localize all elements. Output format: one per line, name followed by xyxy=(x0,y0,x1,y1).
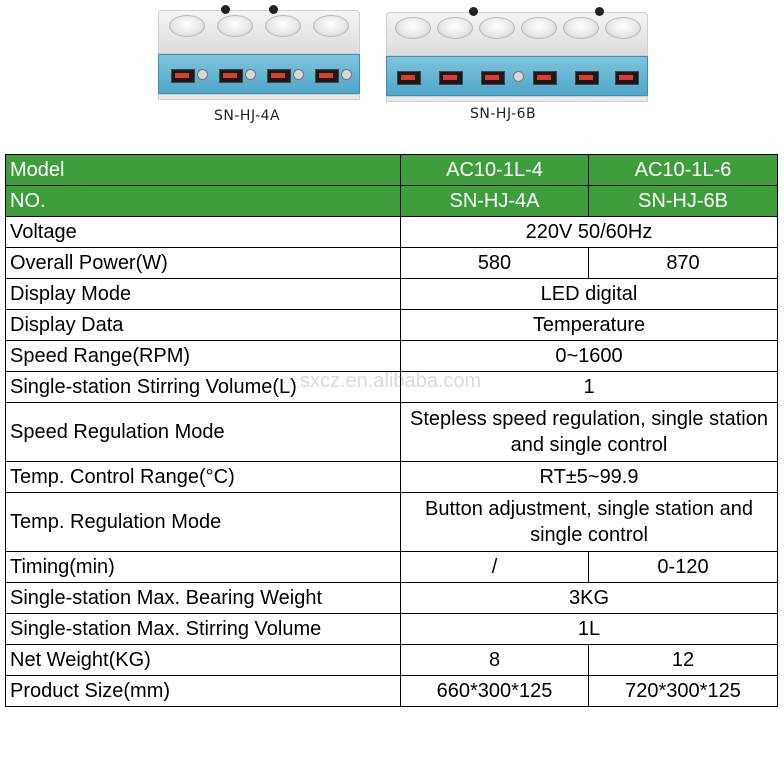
row-label: Voltage xyxy=(6,217,401,248)
table-row xyxy=(6,614,778,645)
dial-icon xyxy=(245,69,256,80)
table-row xyxy=(6,583,778,614)
stand-knob-icon xyxy=(595,7,604,16)
dial-icon xyxy=(341,69,352,80)
cell-value: 3KG xyxy=(401,583,778,614)
table-row xyxy=(6,217,778,248)
row-label: NO. xyxy=(6,186,401,217)
display-icon xyxy=(315,69,339,83)
hotplate-icon xyxy=(217,15,253,37)
cell-value: AC10-1L-4 xyxy=(401,155,589,186)
cell-value: 8 xyxy=(401,645,589,676)
table-row xyxy=(6,279,778,310)
hotplate-icon xyxy=(169,15,205,37)
table-row xyxy=(6,310,778,341)
cell-value: SN-HJ-4A xyxy=(401,186,589,217)
cell-value: 0-120 xyxy=(589,552,778,583)
hotplate-icon xyxy=(265,15,301,37)
product-images xyxy=(0,0,784,150)
cell-value: Button adjustment, single station and single control xyxy=(401,493,778,552)
display-icon xyxy=(171,69,195,83)
display-icon xyxy=(481,71,505,85)
stand-knob-icon xyxy=(269,5,278,14)
cell-value: 0~1600 xyxy=(401,341,778,372)
row-label: Timing(min) xyxy=(6,552,401,583)
dial-icon xyxy=(513,71,524,82)
hotplate-icon xyxy=(437,17,473,39)
row-label: Product Size(mm) xyxy=(6,676,401,707)
cell-value: Temperature xyxy=(401,310,778,341)
row-label: Speed Range(RPM) xyxy=(6,341,401,372)
hotplate-icon xyxy=(521,17,557,39)
display-icon xyxy=(397,71,421,85)
table-row xyxy=(6,403,778,462)
cell-value: LED digital xyxy=(401,279,778,310)
display-icon xyxy=(575,71,599,85)
dial-icon xyxy=(293,69,304,80)
cell-value: 870 xyxy=(589,248,778,279)
table-row xyxy=(6,341,778,372)
spec-table xyxy=(5,154,778,707)
hotplate-icon xyxy=(395,17,431,39)
cell-value: 1L xyxy=(401,614,778,645)
row-label: Net Weight(KG) xyxy=(6,645,401,676)
stand-knob-icon xyxy=(221,5,230,14)
dial-icon xyxy=(197,69,208,80)
control-panel xyxy=(158,54,360,94)
product-image-4-station xyxy=(158,10,360,100)
table-row xyxy=(6,552,778,583)
cell-value: 580 xyxy=(401,248,589,279)
cell-value: 220V 50/60Hz xyxy=(401,217,778,248)
control-panel xyxy=(386,56,648,96)
watermark: sxcz.en.alibaba.com xyxy=(300,370,482,392)
row-label: Speed Regulation Mode xyxy=(6,403,401,462)
product-caption: SN-HJ-4A xyxy=(214,108,281,124)
display-icon xyxy=(439,71,463,85)
table-row xyxy=(6,186,778,217)
cell-value: RT±5~99.9 xyxy=(401,462,778,493)
product-image-6-station xyxy=(386,12,648,102)
cell-value: AC10-1L-6 xyxy=(589,155,778,186)
table-row xyxy=(6,645,778,676)
row-label: Overall Power(W) xyxy=(6,248,401,279)
cell-value: 660*300*125 xyxy=(401,676,589,707)
cell-value: / xyxy=(401,552,589,583)
table-row xyxy=(6,493,778,552)
display-icon xyxy=(219,69,243,83)
row-label: Display Data xyxy=(6,310,401,341)
hotplate-icon xyxy=(313,15,349,37)
table-row xyxy=(6,462,778,493)
row-label: Single-station Max. Stirring Volume xyxy=(6,614,401,645)
row-label: Temp. Control Range(°C) xyxy=(6,462,401,493)
cell-value: Stepless speed regulation, single station and single control xyxy=(401,403,778,462)
row-label: Model xyxy=(6,155,401,186)
hotplate-icon xyxy=(563,17,599,39)
display-icon xyxy=(267,69,291,83)
device-top xyxy=(158,10,360,54)
cell-value: SN-HJ-6B xyxy=(589,186,778,217)
hotplate-icon xyxy=(605,17,641,39)
table-row xyxy=(6,676,778,707)
row-label: Single-station Stirring Volume(L) xyxy=(6,372,401,403)
table-row xyxy=(6,155,778,186)
stand-knob-icon xyxy=(469,7,478,16)
display-icon xyxy=(533,71,557,85)
product-caption: SN-HJ-6B xyxy=(470,106,537,122)
cell-value: 12 xyxy=(589,645,778,676)
hotplate-icon xyxy=(479,17,515,39)
device-base xyxy=(158,94,360,100)
display-icon xyxy=(615,71,639,85)
table-row xyxy=(6,248,778,279)
row-label: Single-station Max. Bearing Weight xyxy=(6,583,401,614)
row-label: Temp. Regulation Mode xyxy=(6,493,401,552)
device-base xyxy=(386,96,648,102)
cell-value: 1 xyxy=(401,372,778,403)
cell-value: 720*300*125 xyxy=(589,676,778,707)
table-row xyxy=(6,372,778,403)
row-label: Display Mode xyxy=(6,279,401,310)
device-top xyxy=(386,12,648,56)
